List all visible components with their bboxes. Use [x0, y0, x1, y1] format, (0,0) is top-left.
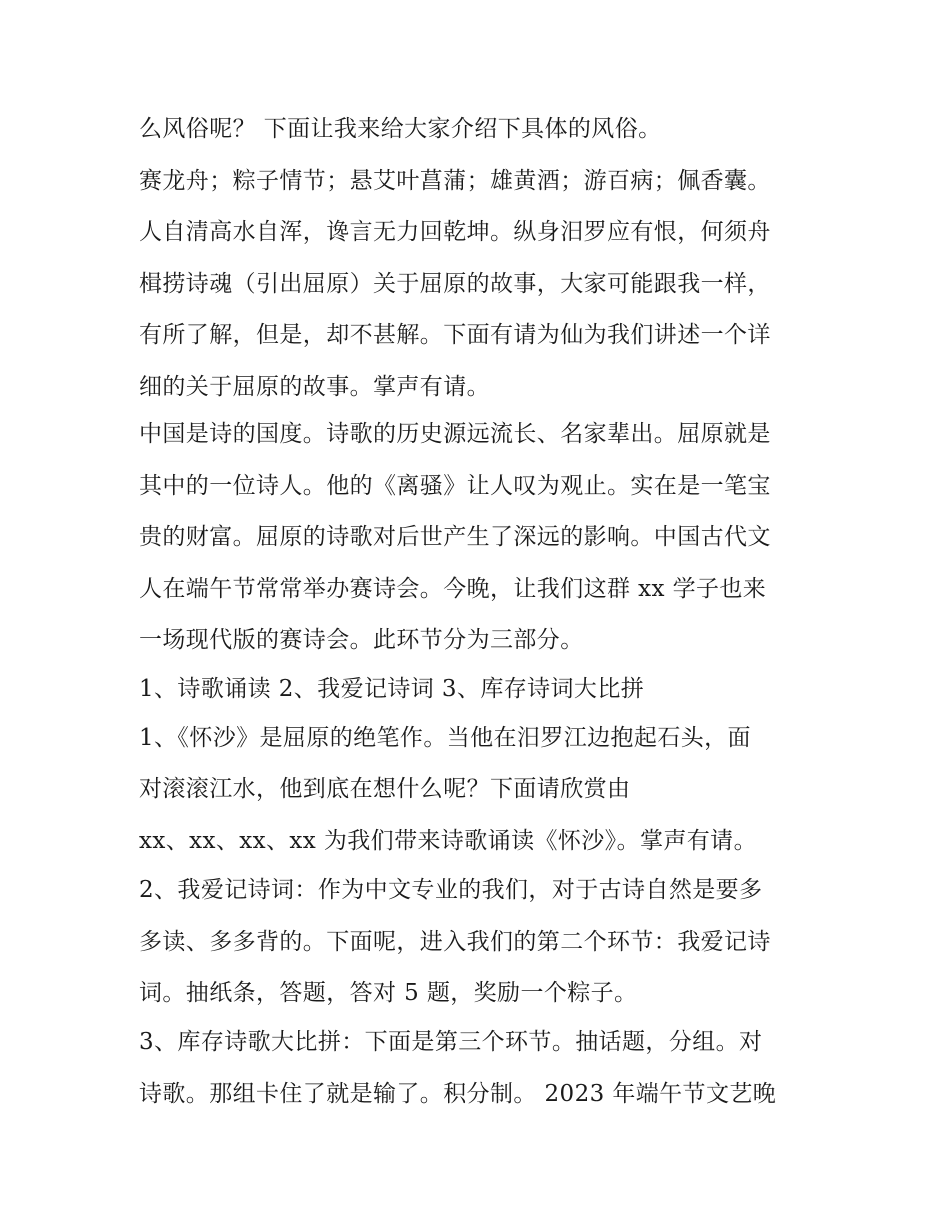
text-line: 贵的财富。屈原的诗歌对后世产生了深远的影响。中国古代文 [139, 524, 771, 550]
text-line: 中国是诗的国度。诗歌的历史源远流长、名家辈出。屈原就是 [139, 421, 771, 447]
text-line: 有所了解，但是，却不甚解。下面有请为仙为我们讲述一个详 [139, 322, 771, 348]
text-line: xx、xx、xx、xx 为我们带来诗歌诵读《怀沙》。掌声有请。 [139, 828, 757, 854]
text-line: 一场现代版的赛诗会。此环节分为三部分。 [139, 627, 584, 653]
text-line: 诗歌。那组卡住了就是输了。积分制。 2023 年端午节文艺晚 [139, 1081, 777, 1107]
text-line: 2、我爱记诗词：作为中文专业的我们，对于古诗自然是要多 [139, 877, 763, 903]
text-line: 3、库存诗歌大比拼：下面是第三个环节。抽话题，分组。对 [139, 1029, 763, 1055]
text-line: 词。抽纸条，答题，答对 5 题，奖励一个粽子。 [139, 980, 638, 1006]
text-line: 赛龙舟；粽子情节；悬艾叶菖蒲；雄黄酒；游百病；佩香囊。 [139, 168, 771, 194]
text-line: 细的关于屈原的故事。掌声有请。 [139, 374, 490, 400]
text-line: 1、诗歌诵读 2、我爱记诗词 3、库存诗词大比拼 [139, 676, 645, 702]
text-line: 人自清高水自浑，谗言无力回乾坤。纵身汨罗应有恨，何须舟 [139, 219, 771, 245]
text-line: 么风俗呢？ 下面让我来给大家介绍下具体的风俗。 [139, 116, 662, 142]
text-line: 1、《怀沙》是屈原的绝笔作。当他在汨罗江边抱起石头，面 [139, 725, 751, 751]
text-line: 人在端午节常常举办赛诗会。今晚，让我们这群 xx 学子也来 [139, 576, 767, 602]
text-line: 楫捞诗魂（引出屈原）关于屈原的故事，大家可能跟我一样， [139, 271, 771, 297]
text-line: 对滚滚江水，他到底在想什么呢？下面请欣赏由 [139, 776, 631, 802]
text-line: 多读、多多背的。下面呢，进入我们的第二个环节：我爱记诗 [139, 929, 771, 955]
text-line: 其中的一位诗人。他的《离骚》让人叹为观止。实在是一笔宝 [139, 473, 771, 499]
